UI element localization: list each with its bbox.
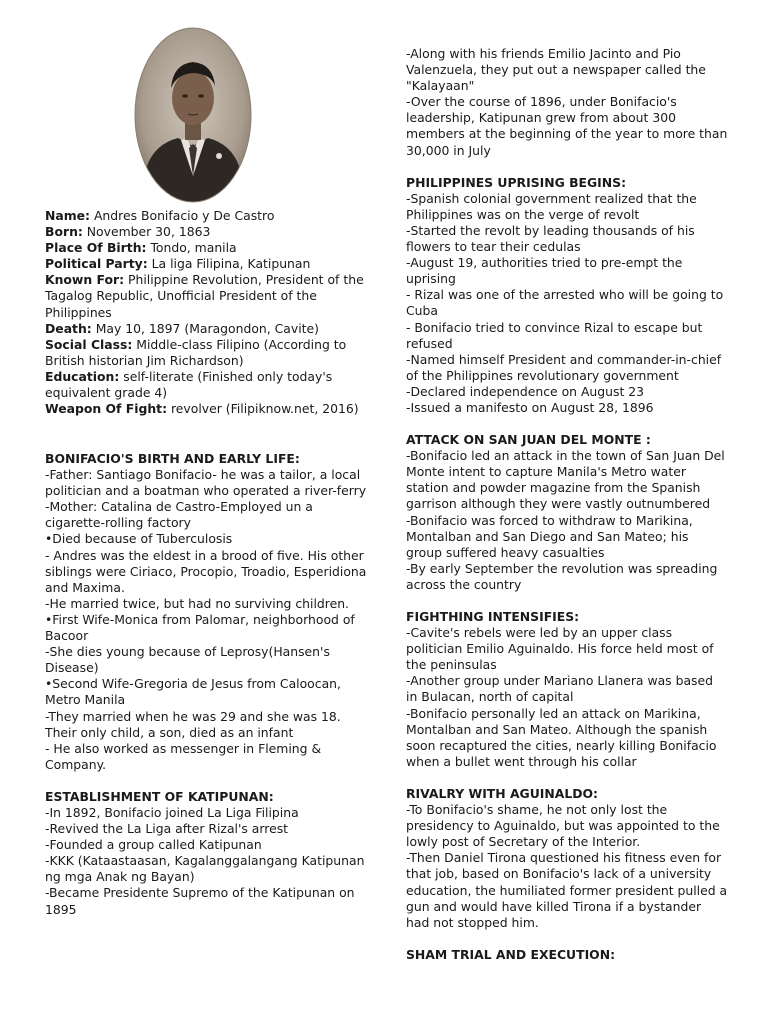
section bbox=[406, 947, 728, 963]
profile-row bbox=[45, 224, 367, 240]
profile-row bbox=[45, 369, 367, 401]
profile-row bbox=[45, 208, 367, 224]
profile-row bbox=[45, 240, 367, 256]
section-line: -Started the revolt by leading thousands of his flowers to tear their cedulas bbox=[406, 222, 695, 255]
profile-label: Education: bbox=[45, 368, 120, 384]
profile-value: Andres Bonifacio y De Castro bbox=[90, 208, 275, 223]
section-line: -Founded a group called Katipunan bbox=[45, 837, 262, 853]
section-title: PHILIPPINES UPRISING BEGINS: bbox=[406, 174, 627, 190]
section bbox=[406, 786, 728, 931]
section-line: -Revived the La Liga after Rizal's arrest bbox=[45, 821, 289, 837]
profile-value: revolver (Filipiknow.net, 2016) bbox=[167, 401, 359, 417]
section-line: -August 19, authorities tried to pre-empt the uprising bbox=[406, 255, 683, 287]
section bbox=[406, 175, 728, 416]
profile-row bbox=[45, 401, 367, 417]
section-line: -They married when he was 29 and she was 18. Their only child, a son, died as an infant bbox=[45, 708, 341, 740]
section-line: •First Wife-Monica from Palomar, neighborhood of Bacoor bbox=[45, 611, 355, 644]
section bbox=[406, 609, 728, 770]
section bbox=[406, 432, 728, 593]
profile-label: Death: bbox=[45, 320, 92, 336]
profile-row bbox=[45, 256, 367, 272]
profile-label: Place Of Birth: bbox=[45, 240, 147, 256]
section-title: ATTACK ON SAN JUAN DEL MONTE : bbox=[406, 432, 651, 448]
section-line: -Bonifacio personally led an attack on Marikina, Montalban and San Mateo. Although the spanish soon recaptured the cities, nearly killing Bonifacio when a bullet went through his collar bbox=[406, 705, 717, 769]
profile-value: Tondo, manila bbox=[146, 240, 237, 256]
profile-row bbox=[45, 321, 367, 337]
section-line: -KKK (Kataastaasan, Kagalanggalangang Katipunan ng mga Anak ng Bayan) bbox=[45, 853, 365, 885]
portrait-photo bbox=[133, 26, 253, 204]
section-line: -Bonifacio was forced to withdraw to Marikina, Montalban and San Diego and San Mateo; his group suffered heavy casualties bbox=[406, 512, 693, 560]
section-line: -Then Daniel Tirona questioned his fitness even for that job, based on Bonifacio's lack of a university education, the humiliated former president pulled a gun and would have killed Tirona if a bystander had not stopped him. bbox=[406, 850, 728, 930]
section-line: - He also worked as messenger in Fleming & Company. bbox=[45, 740, 322, 772]
section-title: FIGHTHING INTENSIFIES: bbox=[406, 609, 580, 624]
section-line: -Became Presidente Supremo of the Katipunan on 1895 bbox=[45, 885, 355, 917]
section-line: -By early September the revolution was spreading across the country bbox=[406, 560, 718, 592]
section-line: -Spanish colonial government realized that the Philippines was on the verge of revolt bbox=[406, 190, 697, 222]
section bbox=[406, 46, 728, 159]
profile-label: Social Class: bbox=[45, 336, 133, 352]
right-column-sections bbox=[406, 46, 728, 979]
section-line: •Died because of Tuberculosis bbox=[45, 531, 233, 547]
section-title: SHAM TRIAL AND EXECUTION: bbox=[406, 946, 616, 962]
profile-label: Born: bbox=[45, 224, 83, 240]
section-line: - Andres was the eldest in a brood of five. His other siblings were Ciriaco, Procopio, Troadio, Esperidiona and Maxima. bbox=[45, 547, 367, 595]
section-line: -Bonifacio led an attack in the town of San Juan Del Monte intent to capture Manila's Metro water station and powder magazine from the Spanish garrison although they were vastly outnumbered bbox=[406, 448, 725, 512]
section bbox=[45, 789, 367, 918]
profile-label: Known For: bbox=[45, 272, 125, 288]
section-line: -Another group under Mariano Llanera was based in Bulacan, north of capital bbox=[406, 673, 713, 705]
section-title: RIVALRY WITH AGUINALDO: bbox=[406, 785, 599, 801]
section-line: -Over the course of 1896, under Bonifacio's leadership, Katipunan grew from about 300 members at the beginning of the year to more than 30,000 in July bbox=[406, 94, 728, 158]
left-column-sections bbox=[45, 451, 367, 934]
section bbox=[45, 451, 367, 773]
profile-row bbox=[45, 272, 367, 320]
section-line: •Second Wife-Gregoria de Jesus from Caloocan, Metro Manila bbox=[45, 676, 341, 708]
section-title: BONIFACIO'S BIRTH AND EARLY LIFE: bbox=[45, 451, 300, 466]
section-line: - Bonifacio tried to convince Rizal to escape but refused bbox=[406, 319, 703, 351]
profile-value: La liga Filipina, Katipunan bbox=[147, 256, 311, 272]
section-line: -Named himself President and commander-in-chief of the Philippines revolutionary government bbox=[406, 351, 722, 383]
profile-block bbox=[45, 208, 367, 417]
profile-label: Political Party: bbox=[45, 256, 148, 272]
section-line: -Mother: Catalina de Castro-Employed un a cigarette-rolling factory bbox=[45, 499, 313, 531]
section-title: ESTABLISHMENT OF KATIPUNAN: bbox=[45, 788, 274, 804]
section-line: -Cavite's rebels were led by an upper class politician Emilio Aguinaldo. His force held most of the peninsulas bbox=[406, 625, 714, 673]
profile-value: November 30, 1863 bbox=[82, 224, 211, 240]
section-line: -She dies young because of Leprosy(Hansen's Disease) bbox=[45, 644, 330, 676]
profile-value: Middle-class Filipino (According to British historian Jim Richardson) bbox=[45, 336, 347, 368]
section-line: - Rizal was one of the arrested who will be going to Cuba bbox=[406, 287, 724, 319]
profile-row bbox=[45, 337, 367, 369]
profile-value: self-literate (Finished only today's equivalent grade 4) bbox=[45, 368, 333, 401]
section-line: -To Bonifacio's shame, he not only lost the presidency to Aguinaldo, but was appointed to the lowly post of Secretary of the Interior. bbox=[406, 802, 720, 850]
section-line: -In 1892, Bonifacio joined La Liga Filipina bbox=[45, 804, 299, 820]
profile-label: Weapon Of Fight: bbox=[45, 401, 168, 417]
section-line: -Father: Santiago Bonifacio- he was a tailor, a local politician and a boatman who operated a river-ferry bbox=[45, 467, 367, 499]
profile-value: Philippine Revolution, President of the Tagalog Republic, Unofficial President of the Philippines bbox=[45, 272, 364, 320]
profile-label: Name: bbox=[45, 208, 91, 223]
section-line: -He married twice, but had no surviving children. bbox=[45, 595, 349, 611]
section-line: -Declared independence on August 23 bbox=[406, 383, 645, 399]
section-line: -Issued a manifesto on August 28, 1896 bbox=[406, 399, 654, 415]
section-line: -Along with his friends Emilio Jacinto and Pio Valenzuela, they put out a newspaper called the "Kalayaan" bbox=[406, 46, 706, 94]
profile-value: May 10, 1897 (Maragondon, Cavite) bbox=[91, 320, 319, 336]
